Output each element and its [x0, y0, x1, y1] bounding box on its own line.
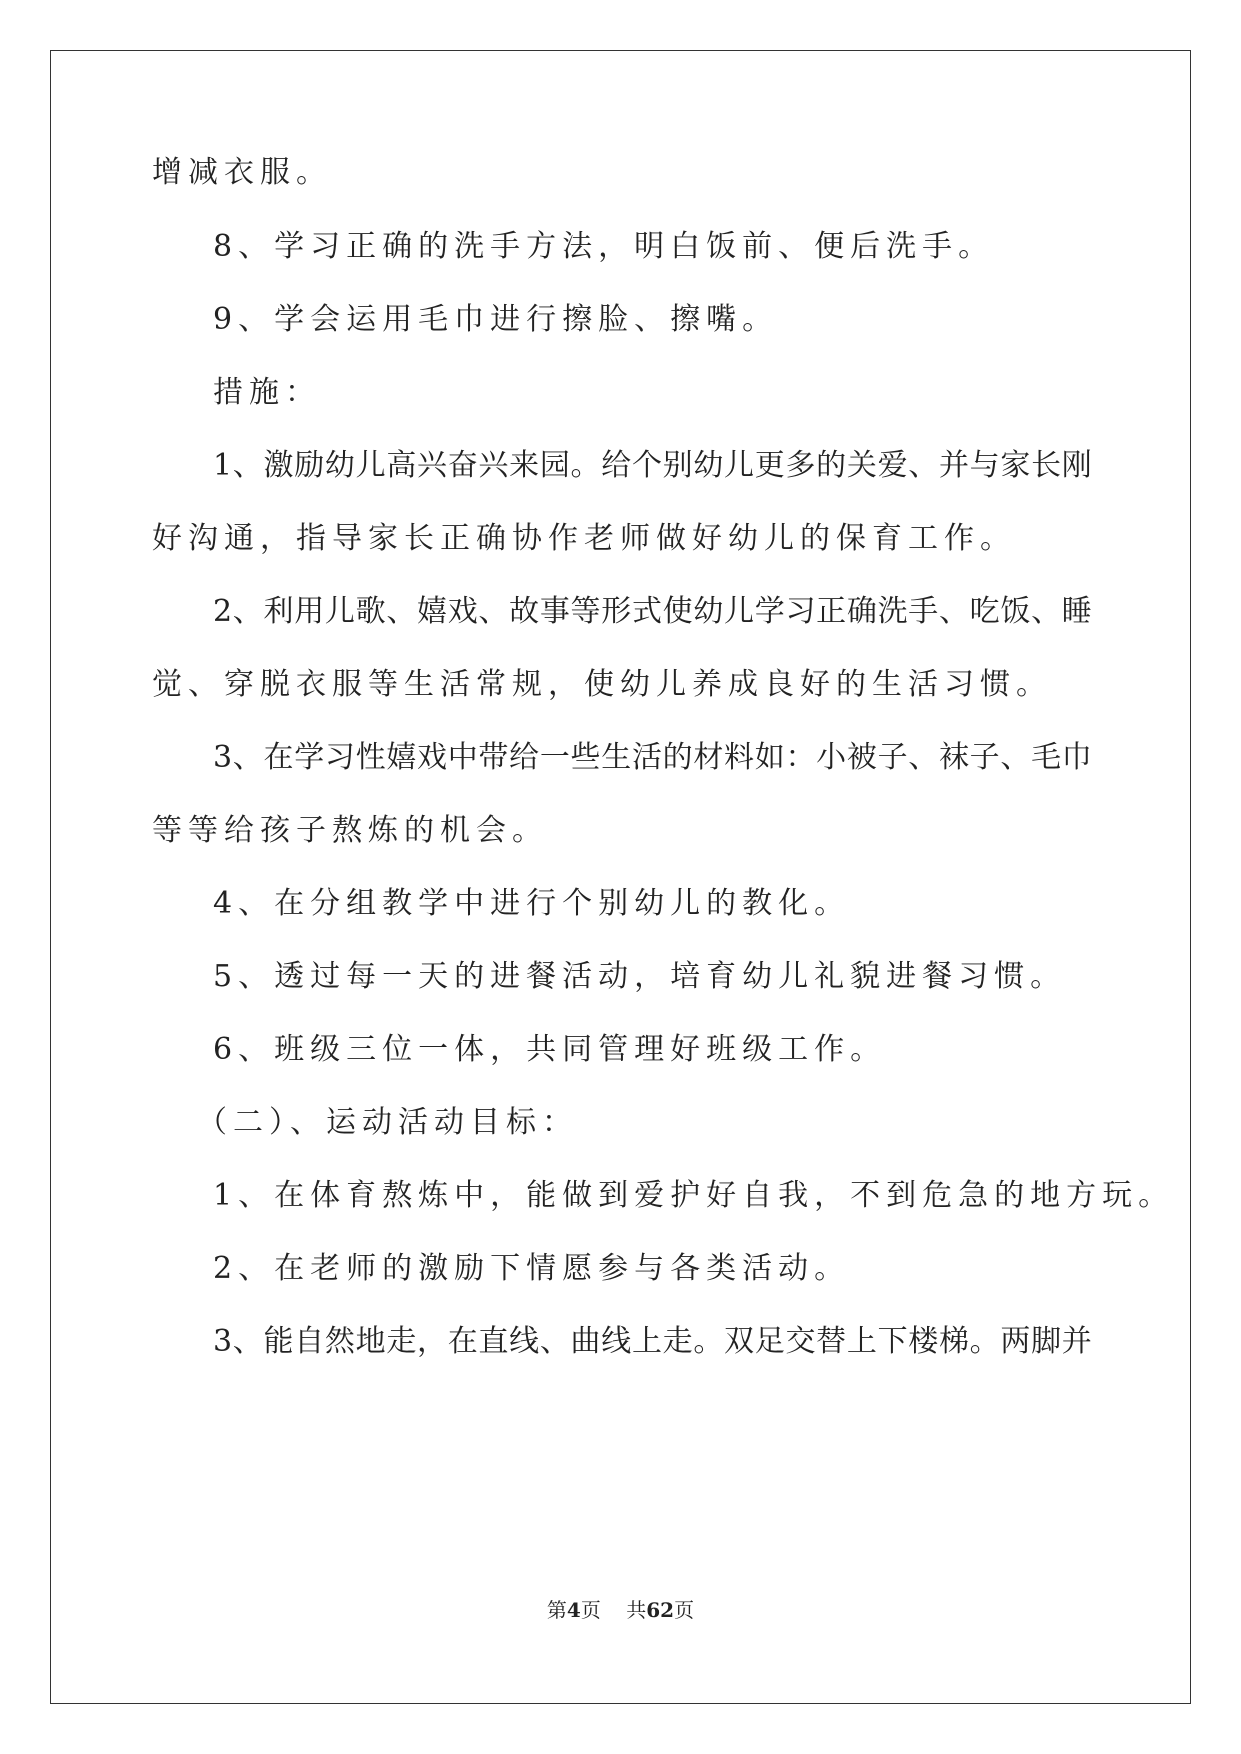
page-footer [0, 1595, 1241, 1625]
paragraph-line: 6、班级三位一体，共同管理好班级工作。 [213, 1032, 887, 1067]
footer-total-pages: 62 [646, 1598, 675, 1622]
paragraph-line: 1 、 激 励 幼 儿 高 兴 奋 兴 来 园 。 给 个 别 幼 儿 更 多 的 关 爱 、 并 与 家 长 刚 [213, 448, 1092, 483]
paragraph-line: 2 、 利 用 儿 歌 、 嬉 戏 、 故 事 等 形 式 使 幼 儿 学 习 正 确 洗 手 、 吃 饭 、 睡 [213, 594, 1092, 629]
paragraph-line: 4、在分组教学中进行个别幼儿的教化。 [213, 886, 851, 921]
paragraph-line: 好沟通，指导家长正确协作老师做好幼儿的保育工作。 [152, 521, 1016, 556]
paragraph-line: 8、学习正确的洗手方法，明白饭前、便后洗手。 [213, 229, 995, 264]
paragraph-line: 5、透过每一天的进餐活动，培育幼儿礼貌进餐习惯。 [213, 959, 1067, 994]
section-heading: 措施： [213, 375, 321, 410]
footer-page-number: 4 [566, 1598, 581, 1622]
paragraph-line: 增减衣服。 [152, 155, 332, 190]
paragraph-line: 9、学会运用毛巾进行擦脸、擦嘴。 [213, 302, 779, 337]
footer-page-suffix: 页 [580, 1598, 601, 1622]
paragraph-line: 等等给孩子熬炼的机会。 [152, 813, 548, 848]
section-heading: （二）、运动活动目标： [197, 1105, 578, 1140]
paragraph-line: 3 、 在 学 习 性 嬉 戏 中 带 给 一 些 生 活 的 材 料 如 ： 小 被 子 、 袜 子 、 毛 巾 [213, 740, 1092, 775]
footer-total-prefix: 共 [626, 1598, 647, 1622]
footer-page-prefix: 第 [546, 1598, 567, 1622]
paragraph-line: 觉、穿脱衣服等生活常规，使幼儿养成良好的生活习惯。 [152, 667, 1052, 702]
paragraph-line: 1、在体育熬炼中，能做到爱护好自我，不到危急的地方玩。 [213, 1178, 1175, 1213]
page-border [50, 50, 1191, 1704]
paragraph-line: 3 、 能 自 然 地 走 ， 在 直 线 、 曲 线 上 走 。 双 足 交 替 上 下 楼 梯 。 两 脚 并 [213, 1324, 1092, 1359]
paragraph-line: 2、在老师的激励下情愿参与各类活动。 [213, 1251, 851, 1286]
footer-total-suffix: 页 [674, 1598, 695, 1622]
